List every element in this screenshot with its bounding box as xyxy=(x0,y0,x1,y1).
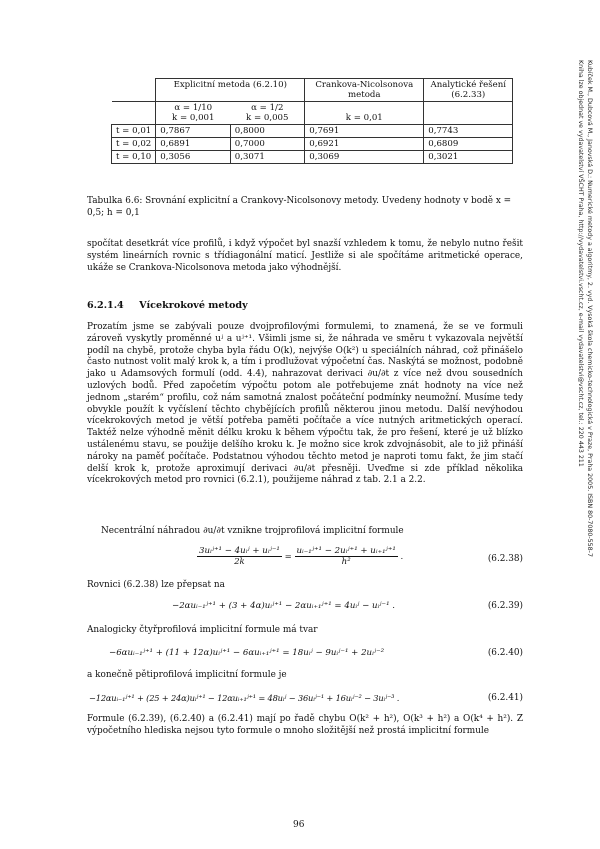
section-number: 6.2.1.4 xyxy=(87,300,124,311)
lhs-denominator: 2k xyxy=(234,557,245,567)
param-cell-1 xyxy=(156,102,231,125)
cell: 0,7743 xyxy=(424,125,513,138)
cell: 0,6809 xyxy=(424,138,513,151)
cell: 0,3071 xyxy=(230,151,305,164)
alpha-1: α = 1/10 xyxy=(174,103,213,113)
header-crank-nicolson: Crankova-Nicolsonova metoda xyxy=(305,79,424,102)
section-title: Vícekrokové metody xyxy=(139,300,248,311)
page-number: 96 xyxy=(293,820,305,830)
lhs-fraction xyxy=(197,546,282,567)
cell: 0,7691 xyxy=(305,125,424,138)
table-caption: Tabulka 6.6: Srovnání explicitní a Crankovy-Nicolsonovy metody. Uvedeny hodnoty v bodě x = 0,5; h = 0,1 xyxy=(87,196,512,218)
equation-label: (6.2.40) xyxy=(487,648,523,658)
equation-body: −2αuᵢ₋₁ʲ⁺¹ + (3 + 4α)uᵢʲ⁺¹ − 2αuᵢ₊₁ʲ⁺¹ = 4uᵢʲ − uᵢʲ⁻¹ . xyxy=(172,601,395,611)
table-header-row xyxy=(112,79,513,102)
row-label: t = 0,02 xyxy=(112,138,156,151)
citation-line-1: Kubíček M., Dubcová M., Janovská D.: Numerické metody a algoritmy, 2. vyd. Vysoká škola chemicko-technologická v Praze, Praha 2005. ISBN 80-7080-558-7 xyxy=(586,60,593,557)
table-corner-2 xyxy=(112,102,156,125)
cell: 0,7867 xyxy=(156,125,231,138)
table-row xyxy=(112,125,513,138)
section-heading xyxy=(87,300,248,311)
paragraph-3: Necentrální náhradou ∂u/∂t vznikne trojprofilová implicitní formule xyxy=(101,526,404,536)
k-1: k = 0,001 xyxy=(172,113,215,123)
cell: 0,3069 xyxy=(305,151,424,164)
table-row xyxy=(112,151,513,164)
rhs-fraction xyxy=(295,546,398,567)
citation-line-2: Kniha lze objednat ve vydavatelství VŠCHT Praha, http://vydavatelstvi.vscht.cz, e-mail vydavatelstvi@vscht.cz, tel.: 220 443 211 xyxy=(577,60,584,467)
equation-body: $\frac{\text{3uᵢʲ⁺¹ − 4uᵢʲ + uᵢʲ⁻¹}}{2k}$ = $\frac{\text{uᵢ₋₁ʲ⁺¹ − 2uᵢʲ⁺¹ + uᵢ₊₁ʲ⁺¹}}{\text{h²}}$ . xyxy=(199,546,404,567)
row-label: t = 0,01 xyxy=(112,125,156,138)
equation-6-2-39 xyxy=(87,601,523,623)
row-label: t = 0,10 xyxy=(112,151,156,164)
paragraph-2: Prozatím jsme se zabývali pouze dvojprofilovými formulemi, to znamená, že se ve formuli zároveň vyskytly proměnné uʲ a uʲ⁺¹. Všimli jsme si, že náhrada ve směru t vykazovala největší podíl na chybě, protože chyba byla řádu O(k), nejvýše O(k²) u speciálních náhrad, což přinášelo často nutnost volit malý krok k, a tím i prodlužovat výpočetní čas. Naskýtá se možnost, podobně jako u Adamsových formulí (odd. 4.4), nahrazovat derivaci ∂u/∂t z více než dvou sousedních uzlových bodů. Před započetím výpočtu potom ale potřebujeme znát hodnoty na více než jednom „starém“ profilu, což nám samotná znalost počáteční podmínky neumožní. Musíme tedy obvykle použít k vyčíslení těchto chybějících profilů některou jinou metodu. Další nevýhodou vícekrokových metod je větší potřeba paměti počítače a více nutných aritmetických operací. Taktéž nelze výhodně měnit délku kroku k během výpočtu tak, že pro řešení, které je už blízko ustálenému stavu, se použije delšího kroku k. Je možno sice krok zdvojnásobit, ale to již přináší nároky na paměť počítače. Podstatnou výhodou těchto metod je naproti tomu fakt, že jim stačí delší krok k, protože aproximují derivaci ∂u/∂t přesněji. Uveďme si zde příklad několika vícekrokových metod pro rovnici (6.2.1), použijeme náhrad z tab. 2.1 a 2.2. xyxy=(87,322,523,486)
cell: 0,8000 xyxy=(230,125,305,138)
equation-body: −12αuᵢ₋₁ʲ⁺¹ + (25 + 24α)uᵢʲ⁺¹ − 12αuᵢ₊₁ʲ⁺¹ = 48uᵢʲ − 36uᵢʲ⁻¹ + 16uᵢʲ⁻² − 3uᵢʲ⁻³ . xyxy=(89,693,400,703)
comparison-table xyxy=(111,78,513,164)
paragraph-4: Rovnici (6.2.38) lze přepsat na xyxy=(87,580,225,590)
rhs-denominator: h² xyxy=(341,557,351,567)
paragraph-5: Analogicky čtyřprofilová implicitní formule má tvar xyxy=(87,625,318,635)
paragraph-1: spočítat desetkrát více profilů, i když výpočet byl snazší vzhledem k tomu, že nebylo nutno řešit systém lineárních rovnic s třídiagonální maticí. Jestliže si ale spočítáme aritmetické operace, ukáže se Crankova-Nicolsonova metoda jako výhodnější. xyxy=(87,239,523,273)
header-explicit: Explicitní metoda (6.2.10) xyxy=(156,79,305,102)
equation-6-2-38 xyxy=(87,546,523,574)
equation-label: (6.2.41) xyxy=(487,693,523,703)
cell: 0,3056 xyxy=(156,151,231,164)
table-param-row xyxy=(112,102,513,125)
alpha-2: α = 1/2 xyxy=(251,103,284,113)
k-3: k = 0,01 xyxy=(345,113,383,123)
equation-body: −6αuᵢ₋₁ʲ⁺¹ + (11 + 12α)uᵢʲ⁺¹ − 6αuᵢ₊₁ʲ⁺¹ = 18uᵢʲ − 9uᵢʲ⁻¹ + 2uᵢʲ⁻² xyxy=(109,648,385,658)
cell: 0,6891 xyxy=(156,138,231,151)
cell: 0,6921 xyxy=(305,138,424,151)
rhs-numerator: uᵢ₋₁ʲ⁺¹ − 2uᵢʲ⁺¹ + uᵢ₊₁ʲ⁺¹ xyxy=(296,546,396,556)
cell: 0,7000 xyxy=(230,138,305,151)
equation-label: (6.2.39) xyxy=(487,601,523,611)
side-citation xyxy=(563,60,593,780)
cell: 0,3021 xyxy=(424,151,513,164)
equation-label: (6.2.38) xyxy=(487,554,523,564)
k-2: k = 0,005 xyxy=(246,113,289,123)
table-row xyxy=(112,138,513,151)
paragraph-6: a konečně pětiprofilová implicitní formule je xyxy=(87,670,287,680)
param-cell-3 xyxy=(305,102,424,125)
equation-6-2-40 xyxy=(87,648,523,670)
lhs-numerator: 3uᵢʲ⁺¹ − 4uᵢʲ + uᵢʲ⁻¹ xyxy=(199,546,280,556)
header-analytic: Analytické řešení (6.2.33) xyxy=(424,79,513,102)
table-corner xyxy=(112,79,156,102)
param-cell-4 xyxy=(424,102,513,125)
paragraph-7: Formule (6.2.39), (6.2.40) a (6.2.41) mají po řadě chybu O(k² + h²), O(k³ + h²) a O(k⁴ + h²). Z výpočetního hlediska nejsou tyto formule o mnoho složitější než prostá implicitní formule xyxy=(87,714,523,736)
param-cell-2 xyxy=(230,102,305,125)
equation-6-2-41 xyxy=(87,693,523,715)
